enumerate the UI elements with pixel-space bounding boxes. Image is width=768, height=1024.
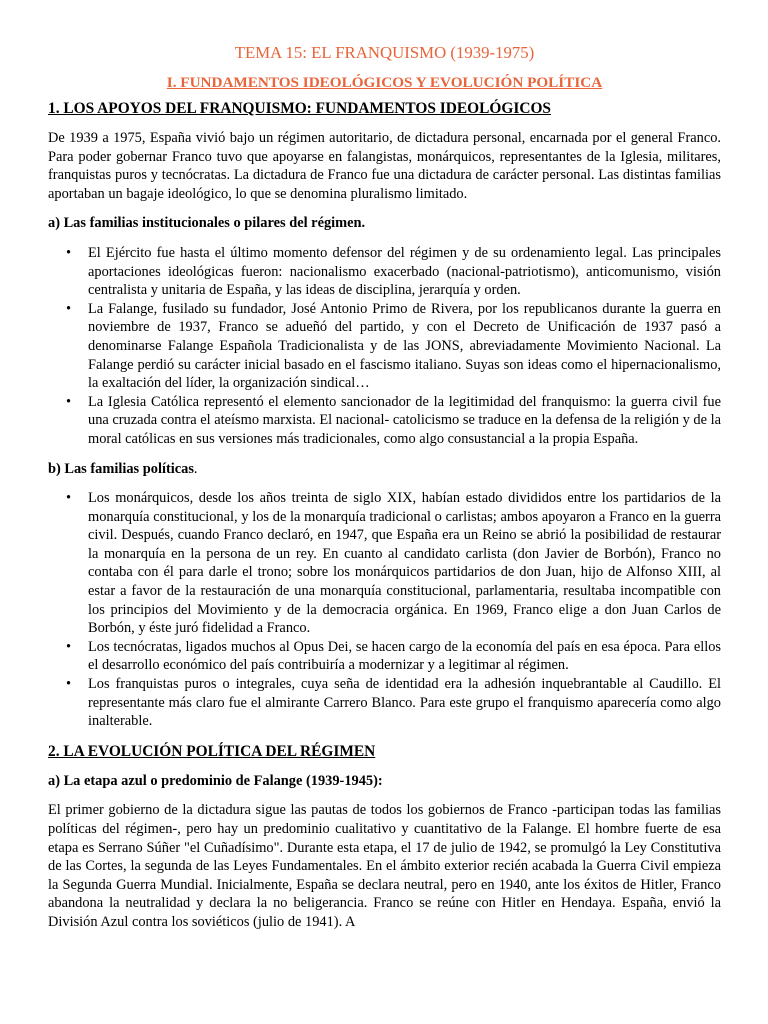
section-2a-heading: a) La etapa azul o predominio de Falange (1939-1945):: [48, 772, 383, 789]
section-1b-heading: [48, 460, 721, 479]
list-item-iglesia: • La Iglesia Católica representó el elemento sancionador de la legitimidad del franquismo: la guerra civil fue una cruzada contra el ateísmo marxista. El nacional- catolicismo se traduce en la defensa de la religión y de la moral católicas en sus versiones más tradicionales, como algo consustancial a la propia España.: [48, 393, 721, 449]
section-1a-heading: a) Las familias institucionales o pilares del régimen.: [48, 215, 366, 232]
list-item-tecnocratas: • Los tecnócratas, ligados muchos al Opus Dei, se hacen cargo de la economía del país en esa época. Para ellos el desarrollo económico del país contribuiría a modernizar y a legitimar al régimen.: [48, 638, 721, 675]
section-2-heading: 2. LA EVOLUCIÓN POLÍTICA DEL RÉGIMEN: [48, 742, 376, 760]
list-item-franquistas-puros: • Los franquistas puros o integrales, cuya seña de identidad era la adhesión inquebrantable al Caudillo. El representante más claro fue el almirante Carrero Blanco. Para este grupo el franquismo aparecería como algo inalterable.: [48, 675, 721, 731]
section-1b-heading-text: b) Las familias políticas: [48, 460, 194, 477]
section-1b-heading-period: .: [193, 460, 198, 477]
list-item-ejercito: • El Ejército fue hasta el último momento defensor del régimen y de su ordenamiento legal. Las principales aportaciones ideológicas fueron: nacionalismo exacerbado (nacional-patriotismo), anticomunismo, visión centralista y unitaria de España, y las ideas de disciplina, jerarquía y orden.: [48, 244, 721, 300]
section-1b-list: [48, 489, 721, 731]
document-title: TEMA 15: EL FRANQUISMO (1939-1975): [234, 43, 535, 62]
list-item-monarquicos: • Los monárquicos, desde los años treinta de siglo XIX, habían estado divididos entre los partidarios de la monarquía constitucional, y los de la monarquía tradicional o carlistas; ambos apoyaron a Franco en la guerra civil. Después, cuando Franco declaró, en 1947, que España era un Reino se abrió la posibilidad de restaurar la monarquía en la persona de un rey. En cuanto al candidato carlista (don Javier de Borbón), Franco no contaba con él para darle el trono; sobre los monárquicos partidarios de don Juan, hijo de Alfonso XIII, al estar a favor de la restauración de una monarquía constitucional, parlamentaria, resultaba incompatible con los principios del Movimiento y de la democracia orgánica. En 1969, Franco elige a don Juan Carlos de Borbón, y éste juró fidelidad a Franco.: [48, 489, 721, 638]
section-1-intro: De 1939 a 1975, España vivió bajo un régimen autoritario, de dictadura personal, encarnada por el general Franco. Para poder gobernar Franco tuvo que apoyarse en falangistas, monárquicos, representantes de la Iglesia, militares, franquistas puros y tecnócratas. La dictadura de Franco fue una dictadura de carácter personal. Las distintas familias aportaban un bagaje ideológico, lo que se denomina pluralismo limitado.: [48, 130, 721, 202]
document-subtitle: I. FUNDAMENTOS IDEOLÓGICOS Y EVOLUCIÓN POLÍTICA: [166, 74, 603, 91]
section-1-heading: 1. LOS APOYOS DEL FRANQUISMO: FUNDAMENTOS IDEOLÓGICOS: [48, 100, 551, 117]
section-1a-list: [48, 244, 721, 449]
section-2a-text: El primer gobierno de la dictadura sigue las pautas de todos los gobiernos de Franco -participan todas las familias políticas del régimen-, pero hay un predominio cualitativo y cuantitativo de la Falange. El hombre fuerte de esa etapa es Serrano Súñer "el Cuñadísimo". Durante esta etapa, el 17 de julio de 1942, se promulgó la Ley Constitutiva de las Cortes, la segunda de las Leyes Fundamentales. En el ámbito exterior recién acabada la Guerra Civil empieza la Segunda Guerra Mundial. Inicialmente, España se declara neutral, pero en 1940, ante los éxitos de Hitler, Franco abandona la neutralidad y declara la no beligerancia. Franco se reúne con Hitler en Hendaya. España, envió la División Azul contra los soviéticos (julio de 1941). A: [48, 802, 721, 930]
list-item-falange: • La Falange, fusilado su fundador, José Antonio Primo de Rivera, por los republicanos durante la guerra en noviembre de 1937, Franco se adueñó del partido, y con el Decreto de Unificación de 1937 pasó a denominarse Falange Española Tradicionalista y de las JONS, abreviadamente Movimiento Nacional. La Falange perdió su carácter inicial basado en el fascismo italiano. Suyas son ideas como el hipernacionalismo, la exaltación del líder, la organización sindical…: [48, 300, 721, 393]
document-page: [48, 42, 721, 943]
